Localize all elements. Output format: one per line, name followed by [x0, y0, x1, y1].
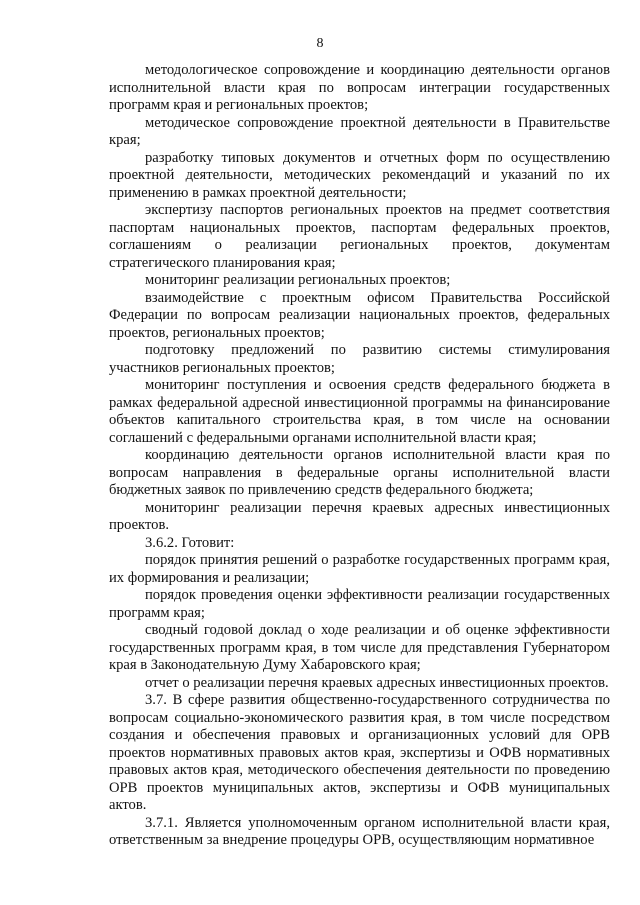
paragraph: мониторинг поступления и освоения средств федерального бюджета в рамках федеральной адресной инвестиционной программы на финансирование объектов капитального строительства края, в том числе на основании соглашений с федеральными органами исполнительной власти края; — [109, 377, 610, 446]
paragraph: мониторинг реализации региональных проектов; — [145, 272, 451, 288]
document-body — [109, 62, 610, 850]
paragraph: методологическое сопровождение и координацию деятельности органов исполнительной власти края по вопросам интеграции государственных программ края и региональных проектов; — [109, 62, 610, 113]
paragraph: экспертизу паспортов региональных проектов на предмет соответствия паспортам национальных проектов, паспортам федеральных проектов, соглашениям о реализации региональных проектов, документам стратегического планирования края; — [109, 202, 610, 271]
paragraph: координацию деятельности органов исполнительной власти края по вопросам направления в федеральные органы исполнительной власти бюджетных заявок по привлечению средств федерального бюджета; — [109, 447, 610, 498]
paragraph: методическое сопровождение проектной деятельности в Правительстве края; — [109, 114, 610, 148]
paragraph: порядок принятия решений о разработке государственных программ края, их формирования и реализации; — [109, 552, 610, 586]
page-number: 8 — [316, 36, 324, 51]
section-heading: 3.6.2. Готовит: — [145, 534, 235, 551]
paragraph: подготовку предложений по развитию системы стимулирования участников региональных проектов; — [109, 342, 610, 376]
section-paragraph: 3.7.1. Является уполномоченным органом исполнительной власти края, ответственным за внедрение процедуры ОРВ, осуществляющим нормативное — [109, 814, 610, 848]
paragraph: мониторинг реализации перечня краевых адресных инвестиционных проектов. — [109, 499, 610, 533]
paragraph: отчет о реализации перечня краевых адресных инвестиционных проектов. — [145, 674, 609, 691]
section-paragraph: 3.7. В сфере развития общественно-государственного сотрудничества по вопросам социально-экономического развития края, в том числе посредством создания и обеспечения правовых и организационных условий для ОРВ проектов нормативных правовых актов края, экспертизы и ОФВ нормативных правовых актов края, методического обеспечения деятельности по проведению ОРВ проектов муниципальных актов, экспертизы и ОФВ муниципальных актов. — [109, 692, 610, 813]
paragraph: порядок проведения оценки эффективности реализации государственных программ края; — [109, 587, 610, 621]
paragraph: сводный годовой доклад о ходе реализации и об оценке эффективности государственных программ края, в том числе для представления Губернатором края в Законодательную Думу Хабаровского края; — [109, 622, 610, 673]
paragraph: разработку типовых документов и отчетных форм по осуществлению проектной деятельности, методических рекомендаций и указаний по их применению в рамках проектной деятельности; — [109, 149, 610, 201]
paragraph: взаимодействие с проектным офисом Правительства Российской Федерации по вопросам реализации национальных проектов, федеральных проектов, региональных проектов; — [109, 289, 610, 341]
